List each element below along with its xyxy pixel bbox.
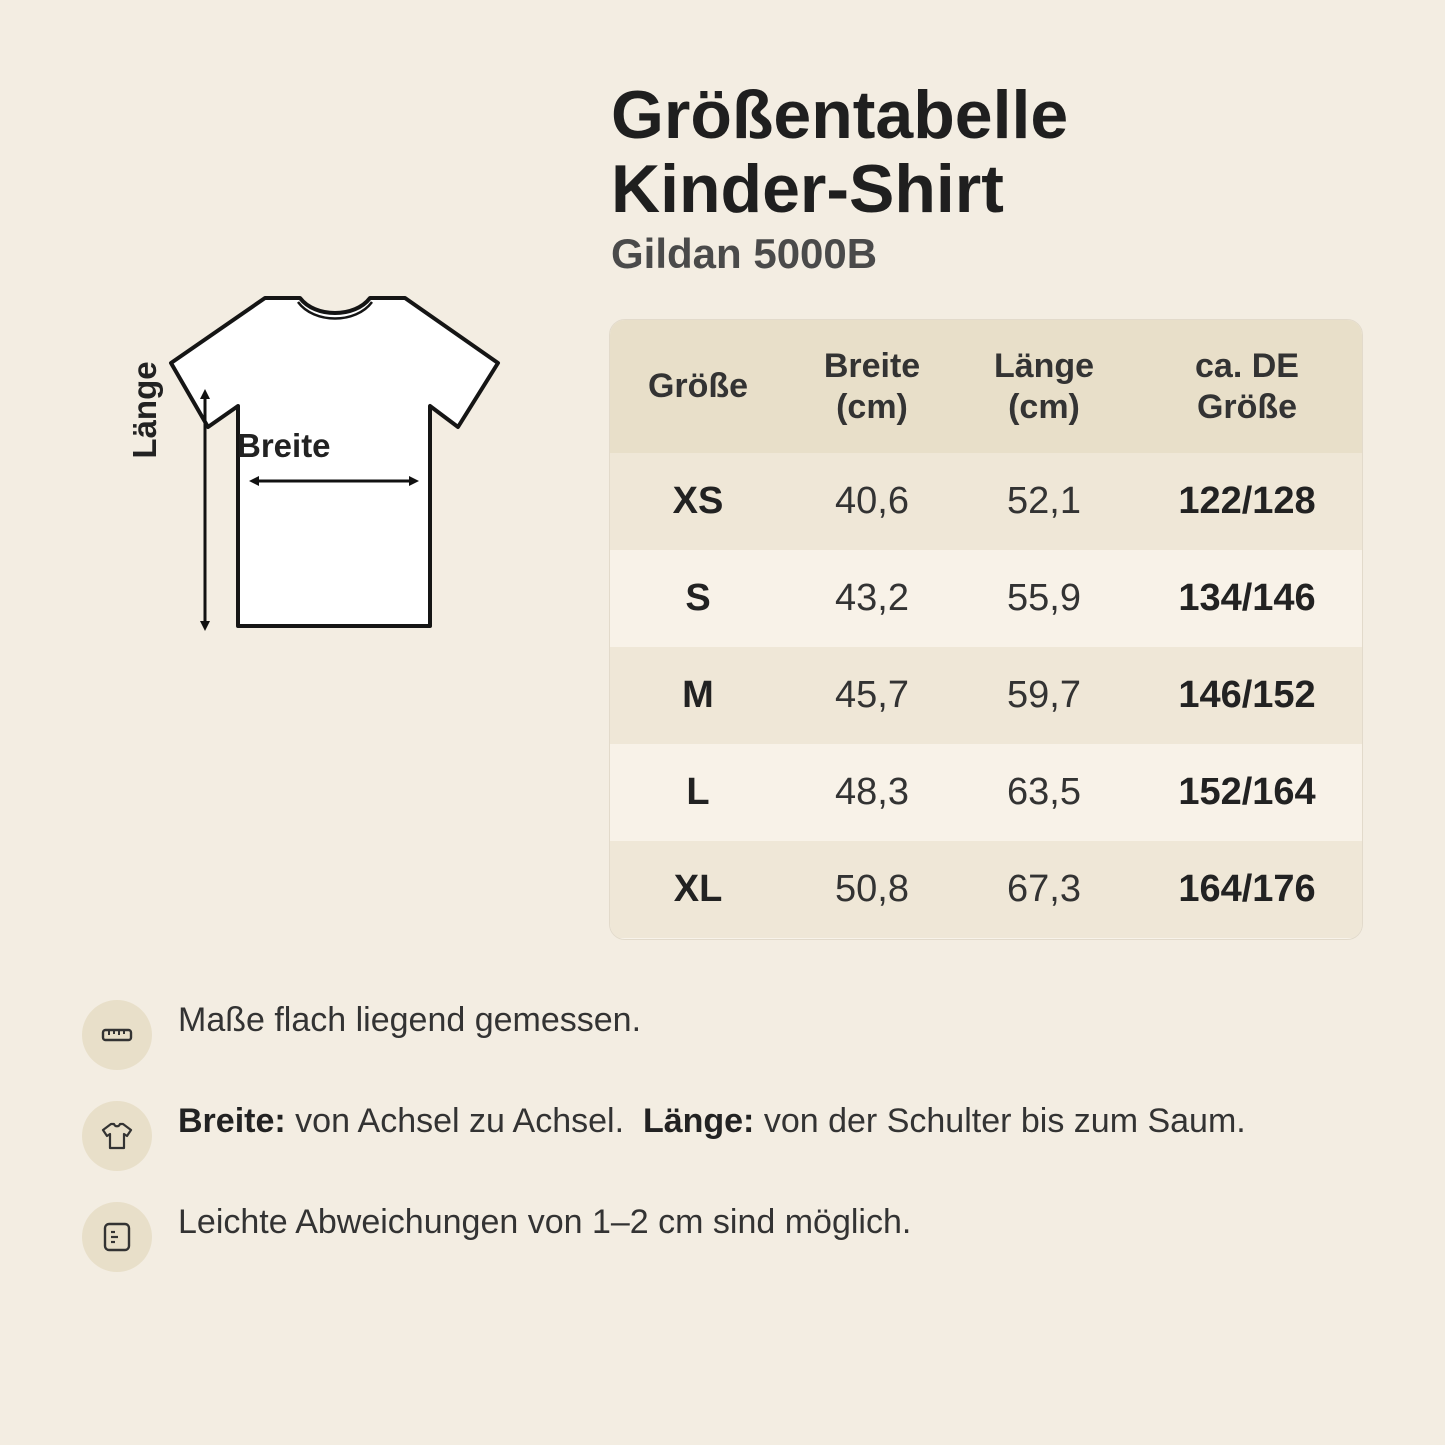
cell-width: 45,7 <box>835 674 909 716</box>
header-size: Größe <box>647 367 749 405</box>
cell-length: 52,1 <box>1007 480 1081 522</box>
length-term: Länge: <box>642 1102 755 1140</box>
page-subtitle: Gildan 5000B <box>611 230 878 277</box>
cell-length: 67,3 <box>1007 868 1081 910</box>
header-de-size: ca. DE Größe <box>1195 346 1299 426</box>
cell-length: 59,7 <box>1007 674 1081 716</box>
note-tolerance-text: Leichte Abweichungen von 1–2 cm sind möglich. <box>178 1203 912 1241</box>
cell-size: L <box>686 771 710 813</box>
cell-size: XL <box>673 868 723 910</box>
note-measure-text: Maße flach liegend gemessen. <box>178 1001 642 1039</box>
width-term: Breite: <box>178 1102 286 1140</box>
title-block <box>611 78 1068 279</box>
cell-width: 50,8 <box>835 868 909 910</box>
length-definition: von der Schulter bis zum Saum. <box>763 1102 1246 1140</box>
cell-de-size: 164/176 <box>1178 868 1316 910</box>
cell-de-size: 122/128 <box>1178 480 1316 522</box>
cell-de-size: 152/164 <box>1178 771 1316 813</box>
tshirt-diagram <box>100 270 530 660</box>
note-tolerance <box>82 1202 1382 1274</box>
width-label: Breite <box>237 427 331 464</box>
header-length: Länge (cm) <box>993 346 1095 426</box>
cell-size: S <box>685 577 711 619</box>
cell-length: 55,9 <box>1007 577 1081 619</box>
header-width: Breite (cm) <box>823 346 921 426</box>
note-measure <box>82 1000 1382 1072</box>
ruler-icon <box>82 1000 152 1070</box>
table-row <box>610 453 1363 550</box>
cell-de-size: 146/152 <box>1178 674 1316 716</box>
cell-width: 48,3 <box>835 771 909 813</box>
table-header-row <box>610 320 1363 453</box>
cell-width: 40,6 <box>835 480 909 522</box>
tshirt-outline <box>171 298 498 626</box>
table-row <box>610 744 1363 841</box>
cell-length: 63,5 <box>1007 771 1081 813</box>
page-title-line2: Kinder-Shirt <box>611 151 1004 227</box>
length-label: Länge <box>126 361 163 459</box>
cell-width: 43,2 <box>835 577 909 619</box>
cell-size: M <box>682 674 714 716</box>
width-definition: von Achsel zu Achsel. <box>295 1102 625 1140</box>
page-title-line1: Größentabelle <box>611 77 1069 153</box>
table-row <box>610 841 1363 938</box>
size-table-card <box>609 319 1363 940</box>
shirt-icon <box>82 1101 152 1171</box>
note-definition <box>82 1101 1382 1173</box>
cell-de-size: 134/146 <box>1178 577 1316 619</box>
table-row <box>610 647 1363 744</box>
size-table <box>610 320 1363 938</box>
cell-size: XS <box>672 480 724 522</box>
table-row <box>610 550 1363 647</box>
document-icon <box>82 1202 152 1272</box>
note-definition-text <box>178 1101 1246 1141</box>
tshirt-icon <box>100 270 530 660</box>
